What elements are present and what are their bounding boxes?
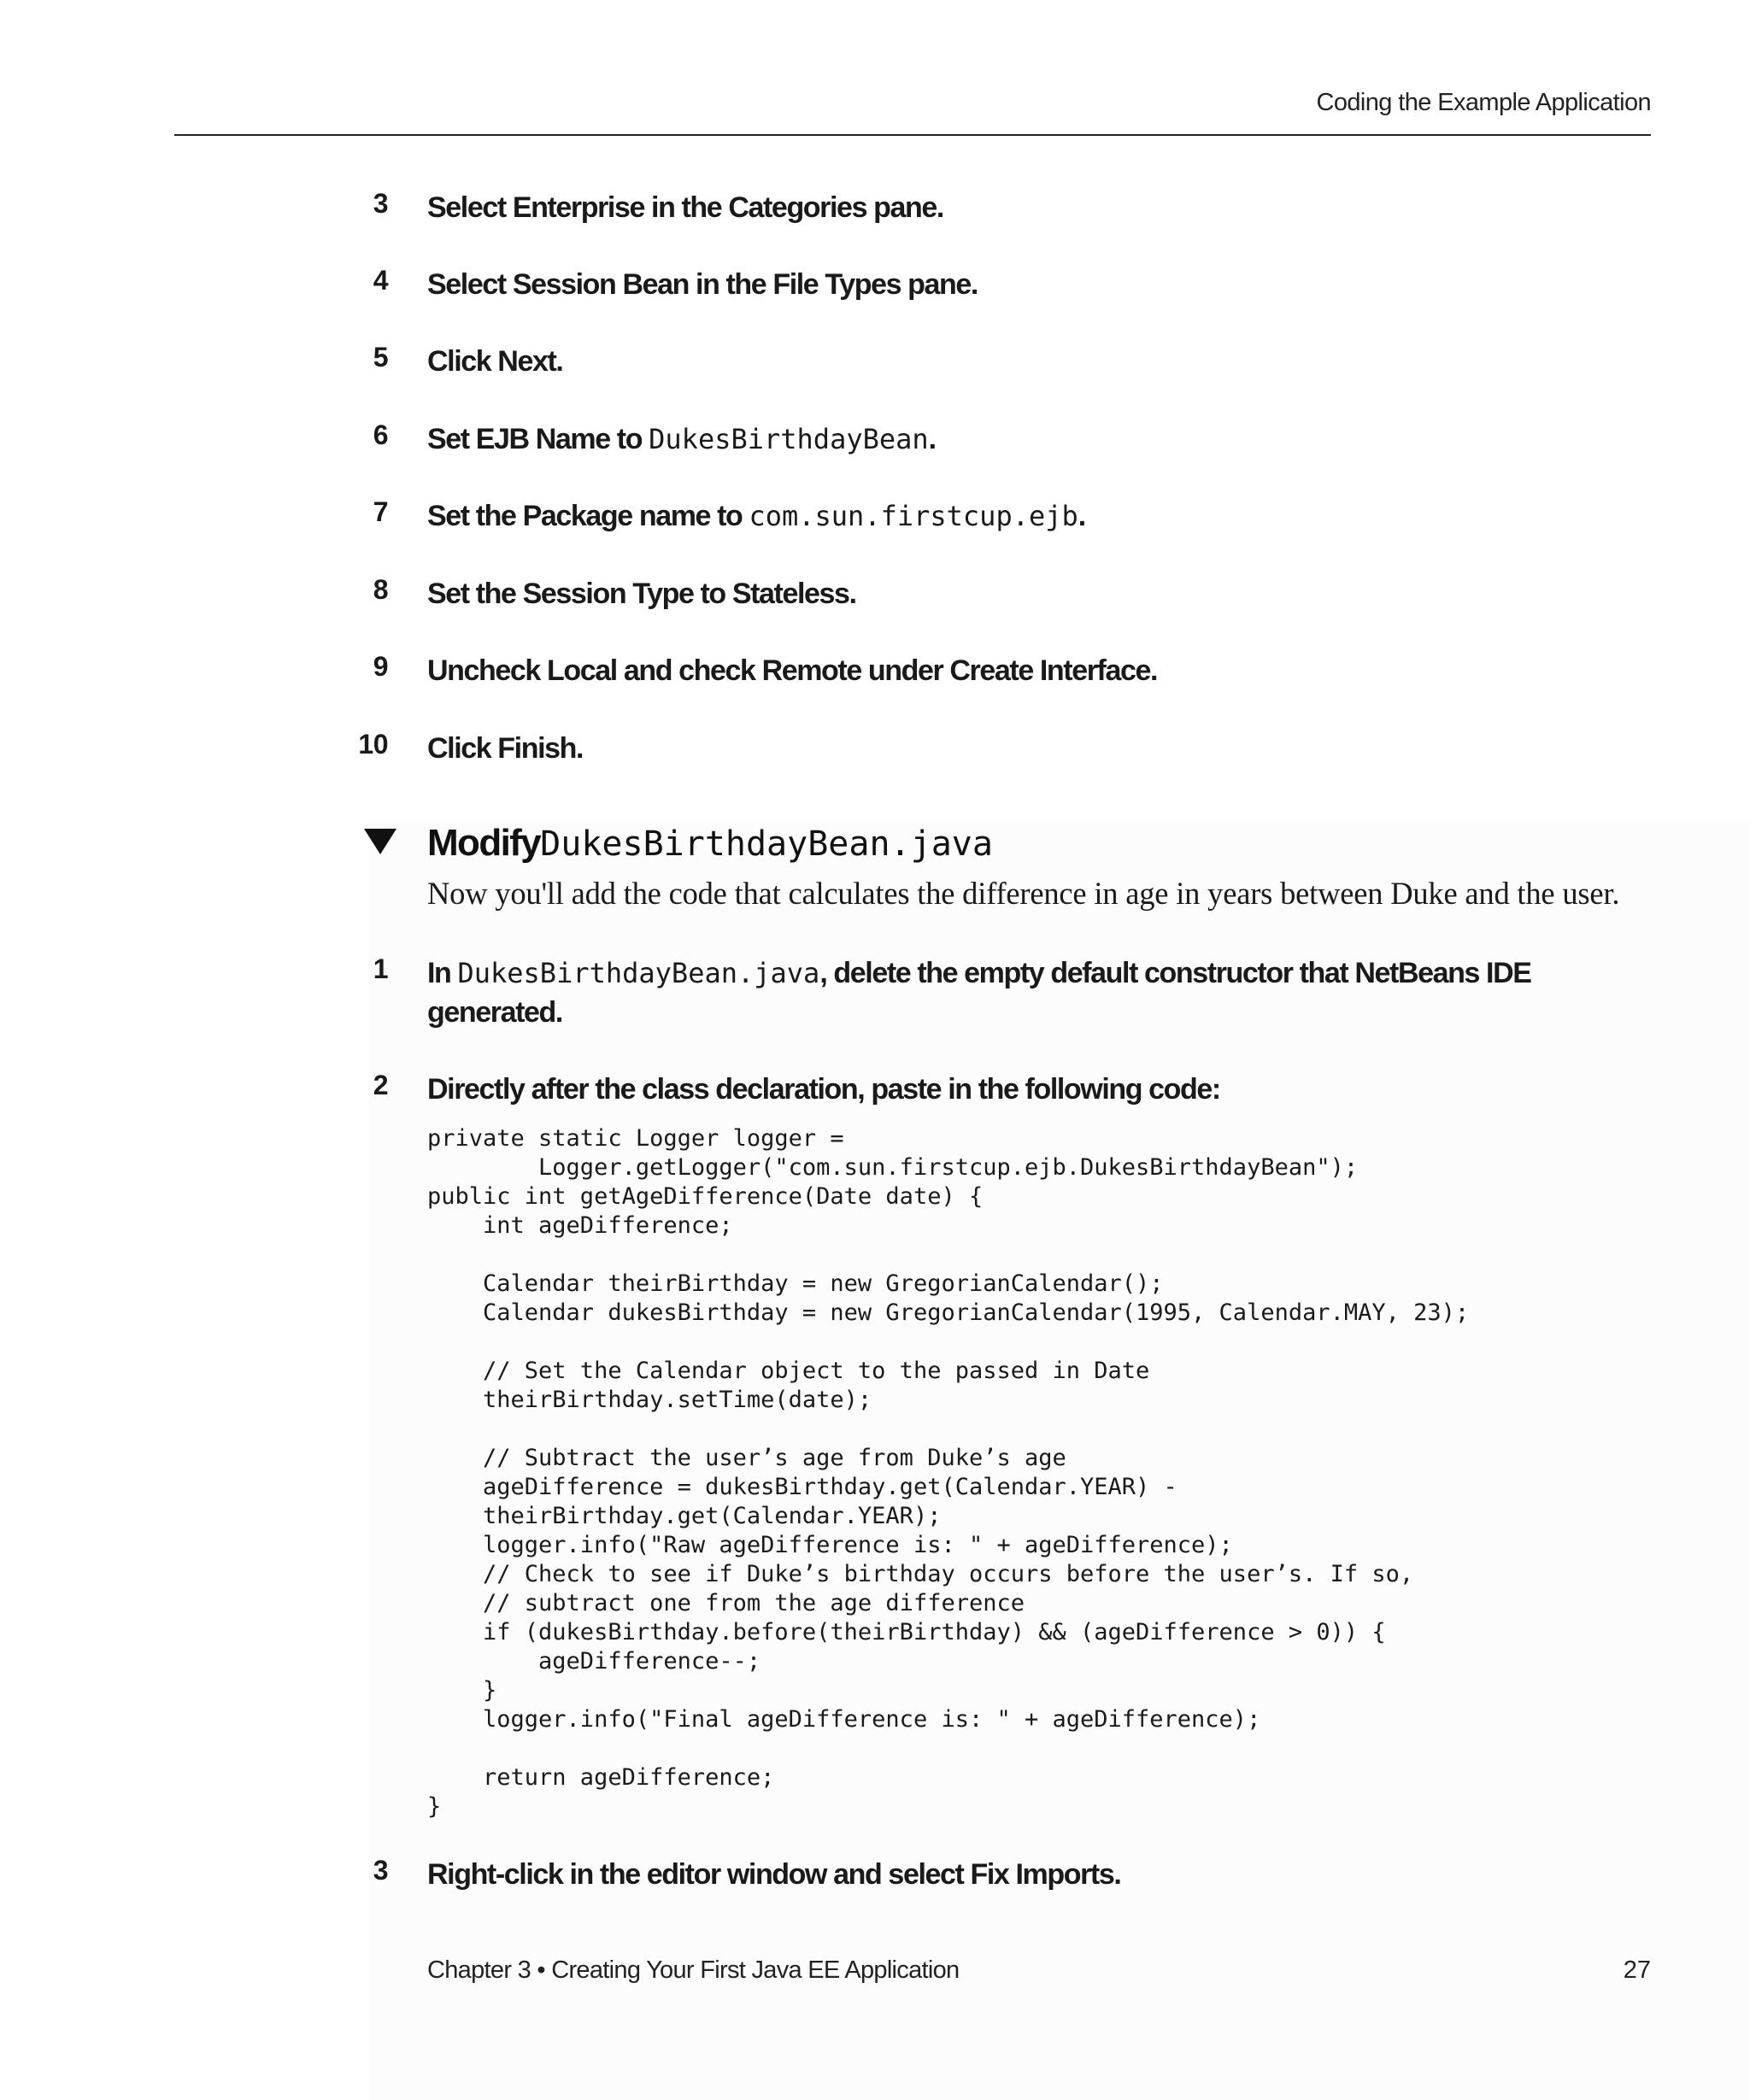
step-text-suffix: . bbox=[1078, 500, 1085, 532]
step-number: 8 bbox=[373, 574, 388, 605]
step-text bbox=[427, 496, 1658, 536]
step-number: 4 bbox=[373, 265, 388, 296]
footer-chapter-label: Chapter 3 bbox=[427, 1956, 531, 1984]
step-text: Select Session Bean in the File Types pane. bbox=[427, 268, 978, 301]
section-intro: Now you'll add the code that calculates the difference in age in years between Duke and the user. bbox=[427, 876, 1620, 911]
step-text: Click Finish. bbox=[427, 732, 584, 765]
step-text: Directly after the class declaration, paste in the following code: bbox=[427, 1073, 1220, 1106]
step-text bbox=[427, 953, 1658, 1032]
step-number: 10 bbox=[358, 729, 388, 760]
step-number: 3 bbox=[373, 188, 388, 219]
step-number: 9 bbox=[373, 651, 388, 682]
step-text: Uncheck Local and check Remote under Create Interface. bbox=[427, 654, 1158, 687]
step-text-prefix: Set EJB Name to bbox=[427, 423, 649, 455]
step-text-prefix: In bbox=[427, 957, 458, 989]
step-number: 2 bbox=[373, 1070, 388, 1100]
package-name-code: com.sun.firstcup.ejb bbox=[749, 500, 1078, 532]
footer-chapter-title: Creating Your First Java EE Application bbox=[551, 1956, 960, 1984]
step-number: 1 bbox=[373, 953, 388, 984]
step-text bbox=[427, 419, 1658, 459]
step-text-suffix: . bbox=[928, 423, 936, 455]
step-text: Right-click in the editor window and select Fix Imports. bbox=[427, 1858, 1121, 1891]
step-number: 7 bbox=[373, 496, 388, 527]
page-number: 27 bbox=[1623, 1956, 1651, 1984]
step-text: Click Next. bbox=[427, 345, 563, 378]
step-text: Set the Session Type to Stateless. bbox=[427, 578, 856, 610]
step-number: 6 bbox=[373, 419, 388, 450]
step-text: Select Enterprise in the Categories pane. bbox=[427, 191, 943, 224]
footer-chapter bbox=[427, 1956, 960, 1985]
section-heading-code: DukesBirthdayBean.java bbox=[540, 824, 993, 864]
step-number: 3 bbox=[373, 1855, 388, 1886]
ejb-name-code: DukesBirthdayBean bbox=[649, 423, 929, 455]
header-rule bbox=[174, 134, 1651, 136]
triangle-marker-icon bbox=[364, 829, 396, 854]
file-name-code: DukesBirthdayBean.java bbox=[457, 957, 820, 989]
section-heading-word: Modify bbox=[427, 822, 541, 864]
step-number: 5 bbox=[373, 342, 388, 372]
footer-bullet: • bbox=[537, 1956, 545, 1984]
running-header: Coding the Example Application bbox=[1316, 89, 1651, 116]
code-listing: private static Logger logger = Logger.getLogger("com.sun.firstcup.ejb.DukesBirthdayBean"); public int getAgeDifference(Date date) { int ageDifference; Calendar theirBirthday = new GregorianCalendar(); Calendar dukesBirthday = new GregorianCalendar(1995, Calendar.MAY, 23); // Set the Calendar object to the passed in Date theirBirthday.setTime(date); // Subtract the user’s age from Duke’s age ageDifference = dukesBirthday.get(Calendar.YEAR) - theirBirthday.get(Calendar.YEAR); logger.info("Raw ageDifference is: " + ageDifference); // Check to see if Duke’s birthday occurs before the user’s. If so, // subtract one from the age difference if (dukesBirthday.before(theirBirthday) && (ageDifference > 0)) { ageDifference--; } logger.info("Final ageDifference is: " + ageDifference); return ageDifference; } bbox=[427, 1125, 1470, 1820]
section-heading bbox=[427, 822, 993, 865]
step-text-suffix: , delete the empty default constructor that NetBeans IDE generated. bbox=[427, 957, 1531, 1029]
step-text-prefix: Set the Package name to bbox=[427, 500, 749, 532]
